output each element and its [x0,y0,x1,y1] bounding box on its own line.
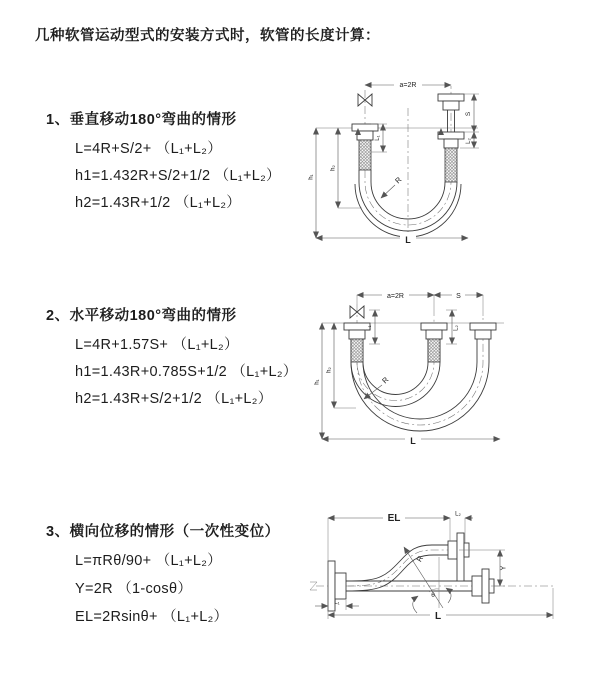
section-3-heading: 3、横向位移的情形（一次性变位） [46,524,280,540]
dim-label-el: EL [387,513,401,524]
diagram-vertical-180-bend [308,72,593,257]
dim-label-a2r: a=2R [387,293,404,300]
dim-a2r [365,79,451,89]
radius-construction [404,547,451,617]
section-3-formula-L: L=πRθ/90+ （L₁+L₂） [75,553,222,569]
section-3-formula-Y: Y=2R （1-cosθ） [75,581,193,597]
dim-label-l1: L₁ [334,600,340,606]
dim-label-a2r: a=2R [399,82,417,89]
diagram-horizontal-180-bend [308,282,600,462]
dim-label-l1: L₁ [375,135,381,141]
right-flange [438,94,464,148]
dim-label-r: R [414,554,426,564]
section-3-formula-EL: EL=2Rsinθ+ （L₁+L₂） [75,609,229,625]
dim-total-length [328,588,553,622]
dim-label-l1: L₁ [366,325,373,331]
left-braided-hose [359,140,371,170]
dim-total-length [322,433,500,446]
dim-label-l2: L₂ [466,138,472,144]
dim-label-total-l: L [405,235,411,245]
dim-label-l2: L₂ [453,325,460,331]
section-2-heading: 2、水平移动180°弯曲的情形 [46,308,237,324]
datum-arrow-right [438,128,444,135]
middle-flange [421,323,447,362]
section-1-formula-h1: h1=1.432R+S/2+1/2 （L₁+L₂） [75,168,281,184]
dim-label-theta: θ [431,592,435,599]
section-1-formula-L: L=4R+S/2+ （L₁+L₂） [75,141,223,157]
dim-label-total-l: L [434,611,442,622]
dim-label-l2: L₂ [455,511,461,518]
right-flange [470,323,496,339]
section-1-formula-h2: h2=1.43R+1/2 （L₁+L₂） [75,195,242,211]
radius-leader [381,175,404,198]
centerline-break-mark [310,582,317,590]
dim-total-length [316,232,468,245]
s-curve-hose [346,545,448,591]
dim-label-y: Y [500,565,508,571]
section-2-formula-h1: h1=1.43R+0.785S+1/2 （L₁+L₂） [75,364,298,380]
dim-label-h2: h₂ [330,165,337,171]
upper-right-flange [448,533,469,581]
dim-label-r: R [393,175,404,186]
section-2-formula-h2: h2=1.43R+S/2+1/2 （L₁+L₂） [75,391,273,407]
dim-label-r: R [380,375,391,386]
dim-h1 [315,323,323,439]
dim-h1 [309,128,317,238]
lower-right-flange [472,569,494,603]
dim-label-h2: h₂ [326,367,333,373]
dim-label-s: S [456,293,461,300]
dim-l2 [446,310,460,344]
dim-label-s: S [465,111,472,117]
dim-s [434,290,483,300]
section-1-heading: 1、垂直移动180°弯曲的情形 [46,112,237,128]
page-title: 几种软管运动型式的安装方式时，软管的长度计算： [35,28,380,44]
dim-label-h1: h₁ [314,379,321,385]
hose-u-bend-near [351,339,440,407]
hose-centerline-far [357,318,483,425]
radius-leader [364,375,391,399]
diagram-lateral-displacement [298,505,600,640]
dim-label-h1: h₁ [308,174,315,180]
dim-l2 [455,512,473,519]
section-2-formula-L: L=4R+1.57S+ （L₁+L₂） [75,337,239,353]
hose-u-bend-wide [351,339,489,431]
right-braided-hose [445,148,457,182]
dim-s-l2 [460,94,479,148]
dim-label-total-l: L [410,436,416,446]
dim-l1 [315,600,359,610]
dim-l1 [367,310,381,344]
